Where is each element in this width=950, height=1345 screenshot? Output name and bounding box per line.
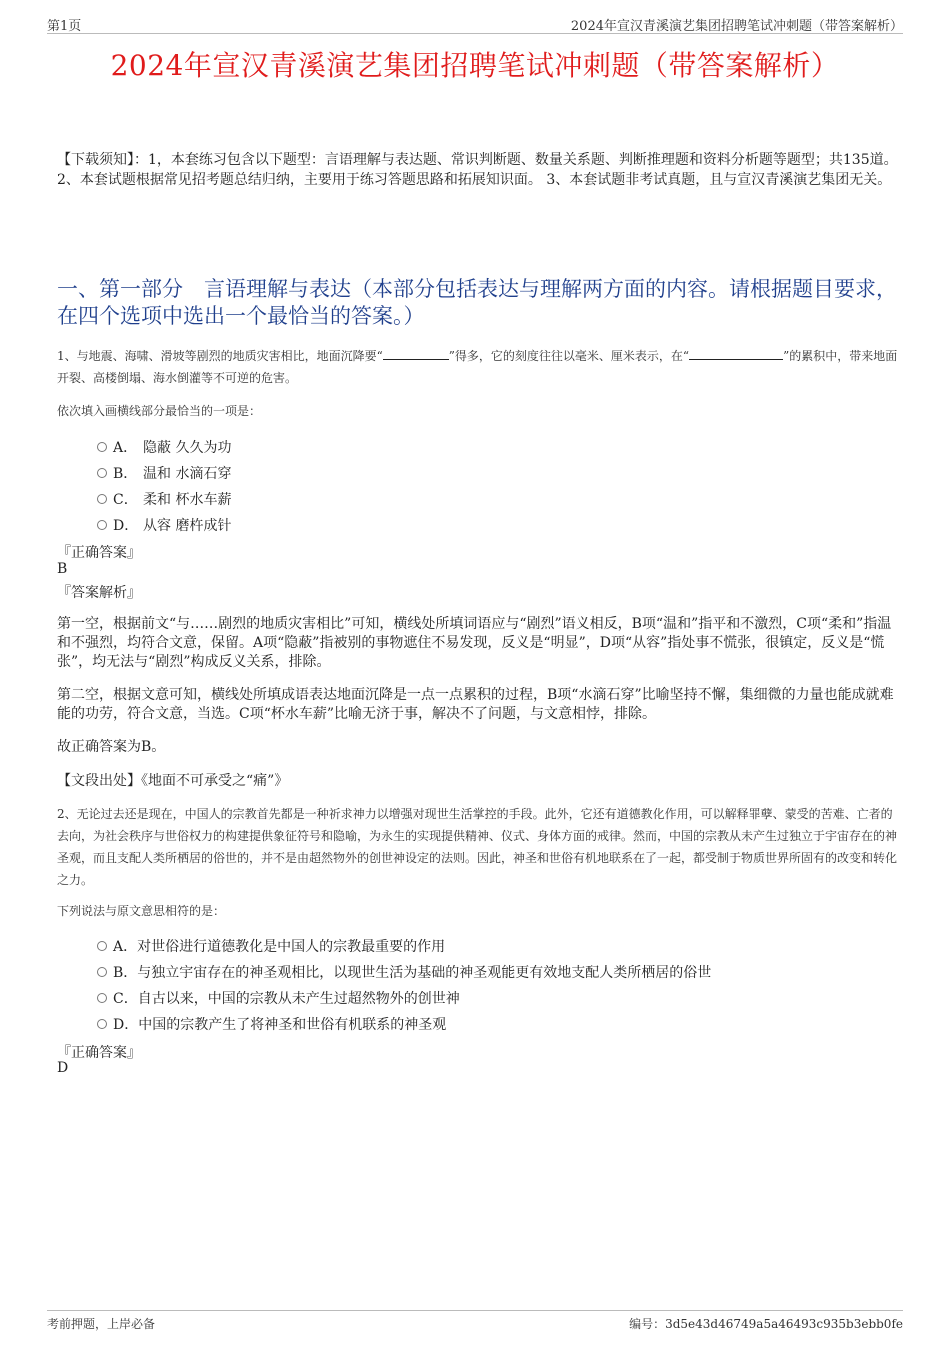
question-1-conclusion: 故正确答案为B。 bbox=[57, 739, 166, 755]
question-1-answer-label: 『正确答案』 bbox=[57, 545, 141, 561]
radio-icon[interactable] bbox=[97, 941, 107, 951]
question-2-option-d[interactable]: D．中国的宗教产生了将神圣和世俗有机联系的神圣观 bbox=[97, 1014, 446, 1034]
radio-icon[interactable] bbox=[97, 1019, 107, 1029]
question-2-option-a[interactable]: A．对世俗进行道德教化是中国人的宗教最重要的作用 bbox=[97, 936, 445, 956]
question-1-analysis-1: 第一空，根据前文“与……剧烈的地质灾害相比”可知，横线处所填词语应与“剧烈”语义相反，B项“温和”指平和不激烈，C项“柔和”指温和不强烈，均符合文意，保留。A项“隐蔽”指被别的事物遮住不易发现，反义是“明显”，D项“从容”指处事不慌张，很镇定，反义是“慌张”，均无法与“剧烈”构成反义关系，排除。 bbox=[57, 616, 892, 670]
blank-2 bbox=[689, 349, 783, 360]
document-title: 2024年宣汉青溪演艺集团招聘笔试冲刺题（带答案解析） bbox=[110, 49, 840, 82]
footer-code: 编号：3d5e43d46749a5a46493c935b3ebb0fe bbox=[629, 1317, 903, 1331]
question-1-part-c: ”的累积中，带来地面开裂、高楼倒塌、海水倒灌等不可逆的危害。 bbox=[57, 349, 898, 385]
question-1-part-b: ”得多，它的刻度往往以毫米、厘米表示，在“ bbox=[448, 349, 690, 363]
question-1-text bbox=[57, 345, 902, 389]
radio-icon[interactable] bbox=[97, 442, 107, 452]
question-1-answer: B bbox=[57, 561, 68, 577]
question-2-text: 2、无论过去还是现在，中国人的宗教首先都是一种祈求神力以增强对现世生活掌控的手段。此外，它还有道德教化作用，可以解释罪孽、蒙受的苦难、亡者的去向，为社会秩序与世俗权力的构建提供象征符号和隐喻，为永生的实现提供精神、仪式、身体方面的戒律。然而，中国的宗教从未产生过独立于宇宙存在的神圣观，而且支配人类所栖居的俗世的，并不是由超然物外的创世神设定的法则。因此，神圣和世俗有机地联系在了一起，都受制于物质世界所固有的改变和转化之力。 bbox=[57, 807, 898, 887]
question-1-option-d[interactable]: D． 从容 磨杵成针 bbox=[97, 515, 231, 535]
blank-1 bbox=[383, 349, 449, 360]
download-notice: 【下载须知】：1，本套练习包含以下题型：言语理解与表达题、常识判断题、数量关系题、判断推理题和资料分析题等题型；共135道。 2、本套试题根据常见招考题总结归纳，主要用于练习答题思路和拓展知识面。 3、本套试题非考试真题，且与宣汉青溪演艺集团无关。 bbox=[57, 152, 898, 188]
question-1-analysis-label: 『答案解析』 bbox=[57, 585, 141, 601]
question-1-option-c[interactable]: C． 柔和 杯水车薪 bbox=[97, 489, 231, 509]
question-1-part-a: 1、与地震、海啸、滑坡等剧烈的地质灾害相比，地面沉降要“ bbox=[57, 349, 383, 363]
footer-slogan: 考前押题，上岸必备 bbox=[47, 1317, 156, 1331]
question-1-analysis-2: 第二空，根据文意可知，横线处所填成语表达地面沉降是一点一点累积的过程，B项“水滴石穿”比喻坚持不懈，集细微的力量也能成就难能的功劳，符合文意，当选。C项“杯水车薪”比喻无济于事，解决不了问题，与文意相悖，排除。 bbox=[57, 687, 894, 722]
question-2-prompt: 下列说法与原文意思相符的是： bbox=[57, 904, 226, 918]
question-1-option-b[interactable]: B． 温和 水滴石穿 bbox=[97, 463, 231, 483]
question-2-answer: D bbox=[57, 1060, 69, 1076]
question-1-option-a[interactable]: A． 隐蔽 久久为功 bbox=[97, 437, 231, 457]
header-divider bbox=[47, 33, 903, 34]
radio-icon[interactable] bbox=[97, 494, 107, 504]
question-1-prompt: 依次填入画横线部分最恰当的一项是： bbox=[57, 404, 262, 418]
radio-icon[interactable] bbox=[97, 993, 107, 1003]
question-2-option-b[interactable]: B．与独立宇宙存在的神圣观相比，以现世生活为基础的神圣观能更有效地支配人类所栖居的俗世 bbox=[97, 962, 711, 982]
section-heading: 一、第一部分 言语理解与表达（本部分包括表达与理解两方面的内容。请根据题目要求，在四个选项中选出一个最恰当的答案。） bbox=[57, 277, 897, 328]
radio-icon[interactable] bbox=[97, 520, 107, 530]
header-doc-title: 2024年宣汉青溪演艺集团招聘笔试冲刺题（带答案解析） bbox=[570, 19, 903, 34]
question-1-source: 【文段出处】《地面不可承受之“痛”》 bbox=[57, 773, 289, 789]
footer-divider bbox=[47, 1310, 903, 1311]
radio-icon[interactable] bbox=[97, 468, 107, 478]
question-2-option-c[interactable]: C．自古以来，中国的宗教从未产生过超然物外的创世神 bbox=[97, 988, 460, 1008]
page-number: 第1页 bbox=[47, 19, 82, 34]
question-2-answer-label: 『正确答案』 bbox=[57, 1045, 141, 1061]
radio-icon[interactable] bbox=[97, 967, 107, 977]
